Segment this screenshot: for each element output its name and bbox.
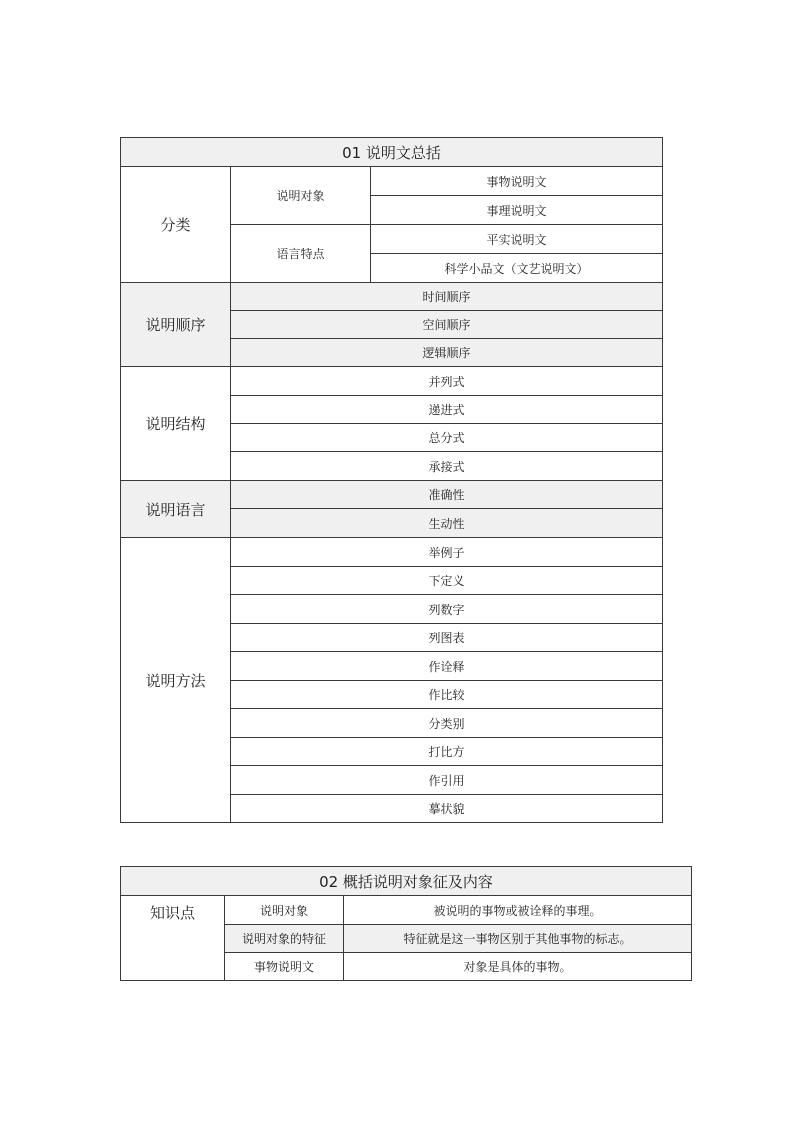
list-item: 作比较 (231, 681, 663, 709)
list-item: 逻辑顺序 (231, 339, 663, 367)
definition-cell: 对象是具体的事物。 (344, 953, 692, 981)
term-cell: 说明对象的特征 (225, 925, 344, 953)
subcategory-language-feature: 语言特点 (231, 225, 371, 283)
summary-table (120, 137, 663, 823)
list-item: 事物说明文 (371, 167, 663, 196)
table-title: 01 说明文总括 (121, 138, 663, 167)
list-item: 并列式 (231, 367, 663, 396)
list-item: 生动性 (231, 509, 663, 538)
list-item: 平实说明文 (371, 225, 663, 254)
list-item: 摹状貌 (231, 795, 663, 823)
definition-cell: 被说明的事物或被诠释的事理。 (344, 896, 692, 925)
list-item: 列图表 (231, 624, 663, 652)
category-classification: 分类 (121, 167, 231, 283)
list-item: 作诠释 (231, 652, 663, 681)
list-item: 事理说明文 (371, 196, 663, 225)
list-item: 时间顺序 (231, 283, 663, 311)
list-item: 递进式 (231, 396, 663, 424)
list-item: 准确性 (231, 481, 663, 509)
list-item: 承接式 (231, 452, 663, 481)
category-language: 说明语言 (121, 481, 231, 538)
category-order: 说明顺序 (121, 283, 231, 367)
term-cell: 说明对象 (225, 896, 344, 925)
list-item: 列数字 (231, 595, 663, 624)
category-structure: 说明结构 (121, 367, 231, 481)
list-item: 分类别 (231, 709, 663, 738)
knowledge-label: 知识点 (121, 896, 225, 981)
list-item: 作引用 (231, 766, 663, 795)
list-item: 总分式 (231, 424, 663, 452)
list-item: 空间顺序 (231, 311, 663, 339)
subcategory-object: 说明对象 (231, 167, 371, 225)
term-cell: 事物说明文 (225, 953, 344, 981)
list-item: 打比方 (231, 738, 663, 766)
list-item: 科学小品文（文艺说明文） (371, 254, 663, 283)
list-item: 举例子 (231, 538, 663, 567)
category-methods: 说明方法 (121, 538, 231, 823)
knowledge-table (120, 866, 692, 981)
list-item: 下定义 (231, 567, 663, 595)
table-title: 02 概括说明对象征及内容 (121, 867, 692, 896)
definition-cell: 特征就是这一事物区别于其他事物的标志。 (344, 925, 692, 953)
